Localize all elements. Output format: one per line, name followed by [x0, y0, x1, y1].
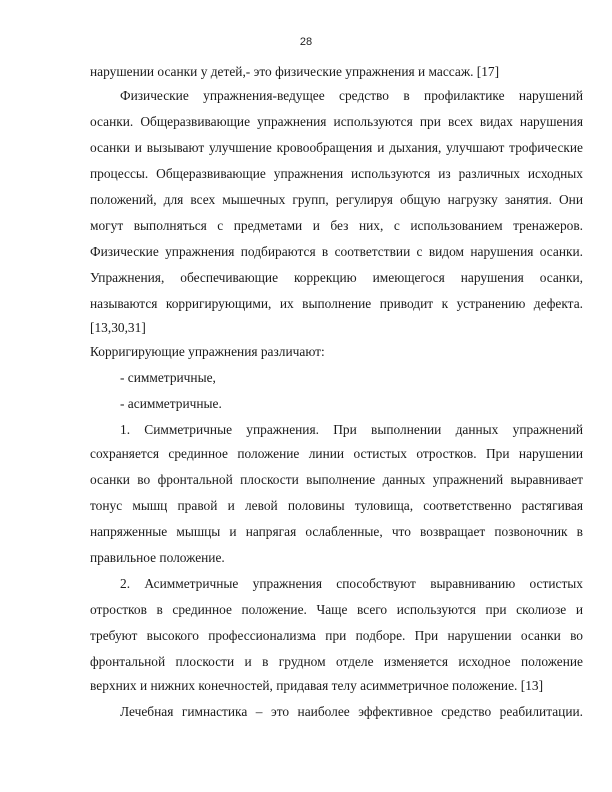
list-heading: Корригирующие упражнения различают:	[90, 344, 325, 359]
text-line: сохраняется срединное положение линии остистых отростков. При нарушении	[90, 446, 583, 461]
paragraph-first-line: Физические упражнения-ведущее средство в профилактике нарушений	[120, 88, 583, 103]
text-line: правильное положение.	[90, 550, 225, 565]
text-line: нарушении осанки у детей,- это физические упражнения и массаж. [17]	[90, 64, 500, 79]
paragraph-first-line: 2. Асимметричные упражнения способствуют выравниванию остистых	[120, 576, 583, 591]
text-line: верхних и нижних конечностей, придавая телу асимметричное положение. [13]	[90, 678, 544, 693]
text-line: Упражнения, обеспечивающие коррекцию имеющегося нарушения осанки,	[90, 270, 583, 285]
text-line: могут выполняться с предметами и без них, с использованием тренажеров.	[90, 218, 583, 233]
text-line: называются корригирующими, их выполнение приводит к устранению дефекта.	[90, 296, 583, 311]
text-line: требуют высокого профессионализма при подборе. При нарушении осанки во	[90, 628, 583, 643]
text-line: осанки. Общеразвивающие упражнения используются при всех видах нарушения	[90, 114, 583, 129]
paragraph-first-line: 1. Симметричные упражнения. При выполнении данных упражнений	[120, 422, 583, 437]
citation-line: [13,30,31]	[90, 320, 146, 335]
list-item: - симметричные,	[120, 370, 216, 385]
text-line: Физические упражнения подбираются в соответствии с видом нарушения осанки.	[90, 244, 583, 259]
page-number: 28	[299, 36, 313, 48]
text-line: напряженные мышцы и напрягая ослабленные, что возвращает позвоночник в	[90, 524, 583, 539]
text-line: отростков в срединное положение. Чаще всего используются при сколиозе и	[90, 602, 583, 617]
text-line: тонус мышц правой и левой половины туловища, соответственно растягивая	[90, 498, 583, 513]
text-line: осанки во фронтальной плоскости выполнение данных упражнений выравнивает	[90, 472, 583, 487]
text-line: осанки и вызывают улучшение кровообращения и дыхания, улучшают трофические	[90, 140, 583, 155]
text-line: фронтальной плоскости и в грудном отделе изменяется исходное положение	[90, 654, 583, 669]
text-line: положений, для всех мышечных групп, регулируя общую нагрузку занятия. Они	[90, 192, 583, 207]
list-item: - асимметричные.	[120, 396, 222, 411]
text-line: процессы. Общеразвивающие упражнения используются из различных исходных	[90, 166, 583, 181]
paragraph-first-line: Лечебная гимнастика – это наиболее эффективное средство реабилитации.	[120, 704, 583, 719]
